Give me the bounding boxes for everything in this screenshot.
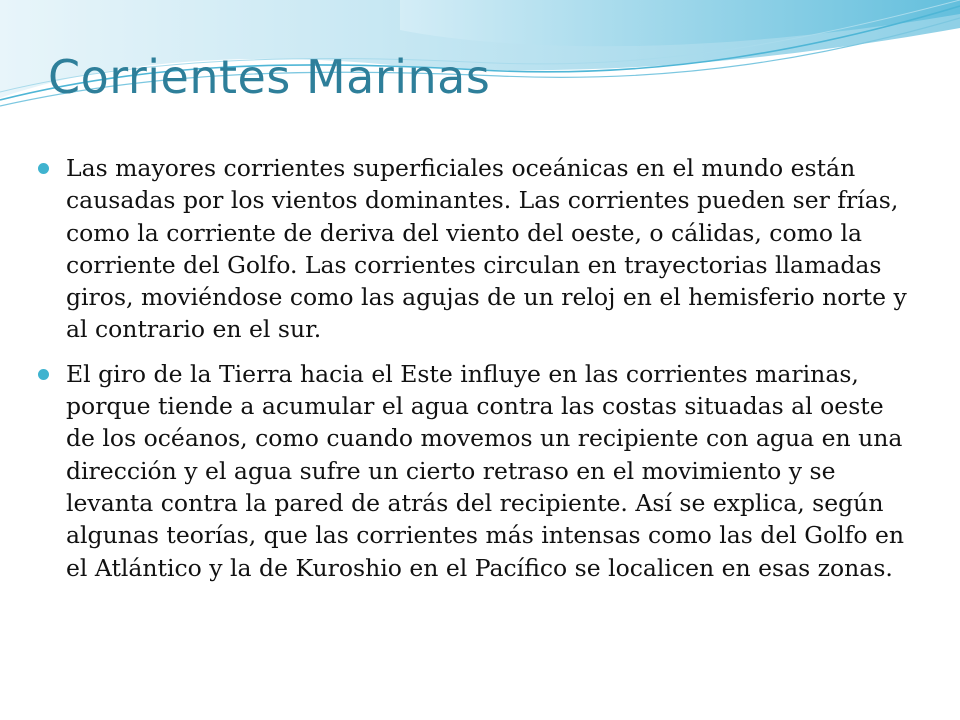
- bullet-list: [38, 152, 918, 584]
- bullet-text: El giro de la Tierra hacia el Este influye en las corrientes marinas, porque tiende a acumular el agua contra las costas situadas al oeste de los océanos, como cuando movemos un recipiente con agua en una dirección y el agua sufre un cierto retraso en el movimiento y se levanta contra la pared de atrás del recipiente. Así se explica, según algunas teorías, que las corrientes más intensas como las del Golfo en el Atlántico y la de Kuroshio en el Pacífico se localicen en esas zonas.: [66, 359, 905, 582]
- bullet-text: Las mayores corrientes superficiales oceánicas en el mundo están causadas por los vientos dominantes. Las corrientes pueden ser frías, como la corriente de deriva del viento del oeste, o cálidas, como la corriente del Golfo. Las corrientes circulan en trayectorias llamadas giros, moviéndose como las agujas de un reloj en el hemisferio norte y al contrario en el sur.: [66, 154, 907, 344]
- bullet-item: [38, 358, 918, 584]
- slide-title: Corrientes Marinas: [48, 50, 491, 104]
- bullet-dot-icon: [38, 369, 49, 380]
- bullet-dot-icon: [38, 163, 49, 174]
- bullet-item: [38, 152, 918, 346]
- slide-body: [38, 152, 918, 596]
